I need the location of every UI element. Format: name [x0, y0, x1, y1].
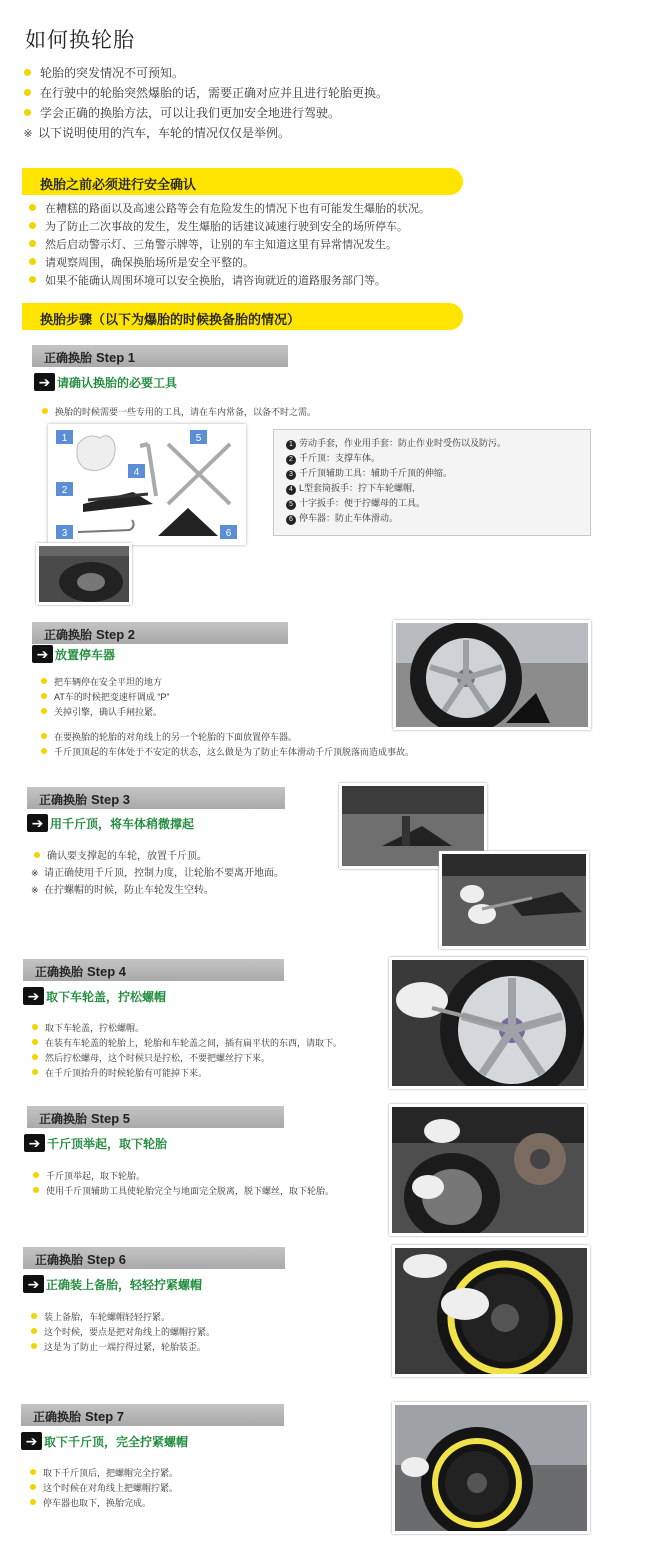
bullet-dot — [29, 258, 36, 265]
list-item: 把车辆停在安全平坦的地方 — [41, 675, 169, 690]
chock-wheel-photo — [393, 620, 591, 730]
list-item: 千斤顶顶起的车体处于不安定的状态，这么做是为了防止车体滑动千斤顶脱落而造成事故。 — [41, 745, 414, 760]
tool-number-badge: 5 — [195, 433, 202, 444]
bullet-dot — [24, 109, 31, 116]
safety-item: 为了防止二次事故的发生，发生爆胎的话建议减速行驶到安全的场所停车。 — [29, 218, 430, 236]
steps-section-header — [22, 303, 463, 330]
tool-item: 4 L型套筒扳手：拧下车轮螺帽, — [286, 481, 578, 496]
bullet-dot — [29, 222, 36, 229]
step-6-list — [31, 1310, 215, 1355]
arrow-right-icon: ➔ — [27, 814, 48, 832]
bullet-dot — [24, 69, 31, 76]
tighten-nuts-photo — [392, 1402, 590, 1534]
tool-item: 5 十字扳手：便于拧螺母的工具。 — [286, 496, 578, 511]
arrow-right-icon: ➔ — [32, 645, 53, 663]
arrow-right-icon: ➔ — [21, 1432, 42, 1450]
step-2-list-a — [41, 675, 169, 720]
loosen-nuts-photo — [389, 957, 587, 1089]
list-item: 在要换胎的轮胎的对角线上的另一个轮胎的下面放置停车器。 — [41, 730, 414, 745]
step-1-heading: ➔ 请确认换胎的必要工具 — [34, 373, 177, 395]
list-item: 装上备胎，车轮螺帽轻轻拧紧。 — [31, 1310, 215, 1325]
list-item: 关掉引擎，确认手闸拉紧。 — [41, 705, 169, 720]
step-2-bar: 正确换胎 Step 2 — [32, 622, 288, 644]
step-3-list — [31, 849, 284, 899]
step-6-heading: ➔ 正确装上备胎，轻轻拧紧螺帽 — [23, 1275, 202, 1297]
step-4-list — [32, 1021, 342, 1081]
list-item: 然后拧松螺母，这个时候只是拧松，不要把螺丝拧下来。 — [32, 1051, 342, 1066]
step-5-list — [33, 1169, 334, 1199]
bullet-dot — [29, 276, 36, 283]
reference-mark-icon: ※ — [31, 885, 39, 895]
list-item: 换胎的时候需要一些专用的工具，请在车内常备，以备不时之需。 — [42, 405, 316, 420]
safety-list — [29, 200, 430, 290]
safety-header-text: 换胎之前必须进行安全确认 — [40, 177, 197, 192]
mount-spare-photo — [392, 1245, 590, 1377]
step-7-heading: ➔ 取下千斤顶，完全拧紧螺帽 — [21, 1432, 188, 1454]
step-2-list-b — [41, 730, 414, 760]
tool-number-badge: 6 — [225, 528, 232, 539]
list-item: 取下千斤顶后，把螺帽完全拧紧。 — [30, 1466, 178, 1481]
tools-legend — [273, 429, 591, 536]
step-3-heading: ➔ 用千斤顶，将车体稍微撑起 — [27, 814, 194, 836]
step-5-heading: ➔ 千斤顶举起，取下轮胎 — [24, 1134, 167, 1156]
arrow-right-icon: ➔ — [23, 987, 44, 1005]
list-item: 停车器也取下，换胎完成。 — [30, 1496, 178, 1511]
list-item: 在装有车轮盖的轮胎上，轮胎和车轮盖之间，插有扁平状的东西，请取下。 — [32, 1036, 342, 1051]
tool-item: 3 千斤顶辅助工具：辅助千斤顶的伸缩。 — [286, 466, 578, 481]
trunk-spare-photo — [36, 543, 132, 605]
step-4-bar: 正确换胎 Step 4 — [23, 959, 284, 981]
step-4-heading: ➔ 取下车轮盖，拧松螺帽 — [23, 987, 166, 1009]
intro-item: ※ 以下说明使用的汽车，车轮的情况仅仅是举例。 — [22, 123, 388, 144]
list-item: 千斤顶举起，取下轮胎。 — [33, 1169, 334, 1184]
intro-item: 在行驶中的轮胎突然爆胎的话，需要正确对应并且进行轮胎更换。 — [24, 83, 388, 103]
tool-item: 6 停车器：防止车体滑动。 — [286, 511, 578, 526]
list-item: 取下车轮盖，拧松螺帽。 — [32, 1021, 342, 1036]
remove-tire-photo — [389, 1104, 587, 1236]
list-item: 这个时候，要点是把对角线上的螺帽拧紧。 — [31, 1325, 215, 1340]
safety-item: 在糟糕的路面以及高速公路等会有危险发生的情况下也有可能发生爆胎的状况。 — [29, 200, 430, 218]
list-item: AT车的时候把变速杆调成 “P” — [41, 690, 169, 705]
reference-mark-icon: ※ — [31, 868, 39, 878]
step-5-bar: 正确换胎 Step 5 — [27, 1106, 284, 1128]
intro-item: 学会正确的换胎方法，可以让我们更加安全地进行驾驶。 — [24, 103, 388, 123]
tool-number-badge: 4 — [133, 467, 140, 478]
step-2-heading: ➔ 放置停车器 — [32, 645, 115, 667]
step-7-bar: 正确换胎 Step 7 — [21, 1404, 284, 1426]
list-item: 这是为了防止一端拧得过紧，轮胎装歪。 — [31, 1340, 215, 1355]
arrow-right-icon: ➔ — [34, 373, 55, 391]
steps-header-text: 换胎步骤（以下为爆胎的时候换备胎的情况） — [40, 312, 301, 327]
safety-item: 如果不能确认周围环境可以安全换胎，请咨询就近的道路服务部门等。 — [29, 272, 430, 290]
list-item: ※ 请正确使用千斤顶，控制力度，让轮胎不要离开地面。 — [31, 865, 284, 882]
arrow-right-icon: ➔ — [23, 1275, 44, 1293]
list-item: 在千斤顶抬升的时候轮胎有可能掉下来。 — [32, 1066, 342, 1081]
step-6-bar: 正确换胎 Step 6 — [23, 1247, 285, 1269]
tool-number-badge: 1 — [61, 433, 68, 444]
tool-item: 2 千斤顶：支撑车体。 — [286, 451, 578, 466]
list-item: 使用千斤顶辅助工具使轮胎完全与地面完全脱离，脱下螺丝，取下轮胎。 — [33, 1184, 334, 1199]
reference-mark-icon: ※ — [23, 128, 33, 140]
step-1-bar: 正确换胎 Step 1 — [32, 345, 288, 367]
page-title: 如何换轮胎 — [25, 29, 135, 52]
bullet-dot — [24, 89, 31, 96]
safety-item: 然后启动警示灯、三角警示牌等，让别的车主知道这里有异常情况发生。 — [29, 236, 430, 254]
jack-crank-photo — [439, 851, 589, 949]
tool-item: 1 劳动手套，作业用手套：防止作业时受伤以及防污。 — [286, 436, 578, 451]
step-7-list — [30, 1466, 178, 1511]
list-item: ※ 在拧螺帽的时候，防止车轮发生空转。 — [31, 882, 284, 899]
intro-item: 轮胎的突发情况不可预知。 — [24, 63, 388, 83]
tools-image — [48, 424, 246, 545]
step-1-list — [42, 405, 316, 420]
arrow-right-icon: ➔ — [24, 1134, 45, 1152]
safety-section-header — [22, 168, 463, 195]
list-item: 确认要支撑起的车轮，放置千斤顶。 — [34, 849, 284, 865]
intro-list — [24, 63, 388, 144]
list-item: 这个时候在对角线上把螺帽拧紧。 — [30, 1481, 178, 1496]
step-3-bar: 正确换胎 Step 3 — [27, 787, 285, 809]
tool-number-badge: 2 — [61, 485, 68, 496]
bullet-dot — [29, 204, 36, 211]
tool-number-badge: 3 — [61, 528, 68, 539]
safety-item: 请观察周围，确保换胎场所是安全平整的。 — [29, 254, 430, 272]
bullet-dot — [29, 240, 36, 247]
